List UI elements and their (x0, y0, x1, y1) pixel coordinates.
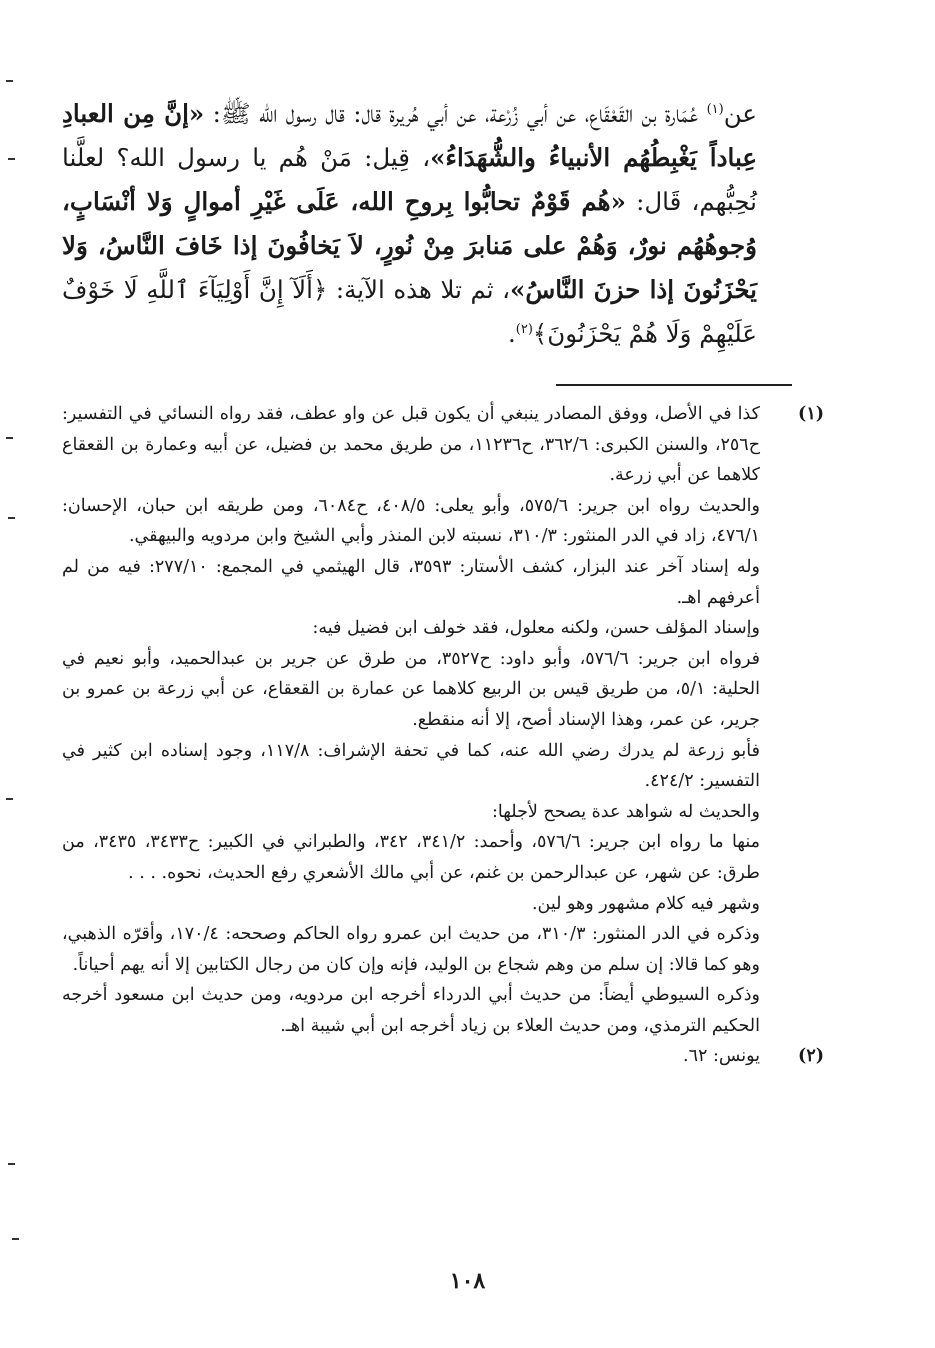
page-number: ١٠٨ (449, 1268, 486, 1294)
text-run: فأبو زرعة لم يدرك رضي الله عنه، كما في تحفة الإشراف: ١١٧/٨، وجود إسناده ابن كثير في التفسير: ٤٢٤/٢. (62, 740, 761, 792)
footnotes (62, 399, 824, 1072)
text-run: عُمَارة بن القَعْقَاع، عن أبي زُرْعة، عن أبي هُريرة قال: قال رسول الله ﷺ: (204, 99, 707, 128)
footnote-paragraph (62, 827, 760, 888)
text-run: . (507, 319, 516, 348)
text-run: وله إسناد آخر عند البزار، كشف الأستار: ٣٥٩٣، قال الهيثمي في المجمع: ٢٧٧/١٠: فيه من لم أعرفهم اهـ. (62, 556, 760, 608)
text-run: عن (723, 99, 757, 128)
margin-mark (8, 1163, 15, 1165)
text-run: والحديث رواه ابن جرير: ٥٧٥/٦، وأبو يعلى: ٤٠٨/٥، ح٦٠٨٤، ومن طريقه ابن حبان، الإحسان: ٤٧٦/١، زاد في الدر المنثور: ٣١٠/٣، نسبته لابن المنذر وأبي الشيخ وابن مردويه والبيهقي. (62, 495, 760, 547)
footnote-paragraph (62, 919, 760, 980)
main-paragraph (62, 92, 757, 356)
text-run: والحديث له شواهد عدة يصحح لأجلها: (491, 801, 760, 822)
footnote-paragraph (62, 399, 760, 491)
footnote-paragraph (62, 1041, 760, 1072)
footnote-separator (556, 384, 792, 386)
hadith-text: «إنَّ مِن العبادِ عِباداً يَغْبِطُهُم الأنبياءُ والشُّهَدَاءُ» (62, 99, 757, 172)
footnote-number: (١) (798, 404, 824, 424)
footnote-paragraph (62, 797, 760, 828)
footnote-paragraph (62, 644, 760, 736)
text-run: منها ما رواه ابن جرير: ٥٧٦/٦، وأحمد: ٣٤١/٢، ٣٤٢، والطبراني في الكبير: ح٣٤٣٣، ٣٤٣٥، من طرق: عن شهر، عن عبدالرحمن بن غنم، عن أبي مالك الأشعري رفع الحديث، نحوه. . . . (62, 832, 761, 883)
text-run: ، ثم تلا هذه الآية: ﴿أَلَآ إِنَّ أَوْلِيَآءَ ٱللَّهِ لَا خَوْفٌ عَلَيْهِمْ وَلَا هُمْ يَحْزَنُونَ﴾ (62, 275, 757, 348)
text-run: يونس: ٦٢. (683, 1046, 760, 1067)
margin-mark (6, 80, 13, 82)
footnote-ref: (١) (706, 101, 724, 117)
footnote-paragraph (62, 980, 760, 1041)
text-run: وإسناد المؤلف حسن، ولكنه معلول، فقد خولف ابن فضيل فيه: (312, 618, 760, 639)
text-run: وذكره في الدر المنثور: ٣١٠/٣، من حديث ابن عمرو رواه الحاكم وصححه: ١٧٠/٤، وأقرّه الذهبي، وهو كما قالا: إن سلم من وهم شجاع بن الوليد، فإنه وإن كان من رجال الكتابين إلا أنه يهم أحياناً. (62, 924, 760, 975)
footnote-paragraph (62, 889, 760, 920)
text-run: ، قِيل: مَنْ هُم يا رسول الله؟ لعلَّنا نُحِبُّهم، قَال: (62, 143, 758, 216)
margin-mark (6, 437, 13, 439)
text-run: وشهر فيه كلام مشهور وهو لين. (531, 893, 760, 914)
footnote-paragraph (62, 736, 760, 797)
hadith-text: «هُم قَوْمٌ تحابُّوا بِروحِ الله، عَلَى غَيْرِ أموالٍ وَلا أنْسَابٍ، وُجوهُهُم نورٌ، وَهُمْ على مَنابرَ مِنْ نُورٍ، لاَ يَخافُونَ إذا خَافَ النَّاسُ، وَلا يَحْزَنُونَ إذا حزنَ النَّاسُ» (62, 187, 757, 304)
text-run: فرواه ابن جرير: ٥٧٦/٦، وأبو داود: ح٣٥٢٧، من طرق عن جرير بن عبدالحميد، وأبو نعيم في الحلية: ٥/١، من طريق قيس بن الربيع كلاهما عن عمارة بن القعقاع، عن أبي زرعة بن عمرو بن جرير، عن عمر، وهذا الإسناد أصح، إلا أنه منقطع. (62, 648, 761, 730)
text-run: وذكره السيوطي أيضاً: من حديث أبي الدرداء أخرجه ابن مردويه، ومن حديث ابن مسعود أخرجه الحكيم الترمذي، ومن حديث العلاء بن زياد أخرجه ابن أبي شيبة اهـ. (62, 985, 760, 1036)
footnote (62, 1041, 824, 1072)
footnote-ref: (٢) (515, 321, 533, 337)
margin-mark (8, 158, 15, 160)
main-text (62, 92, 757, 356)
footnote-paragraph (62, 552, 760, 613)
margin-mark (12, 1238, 19, 1240)
footnote-paragraph (62, 613, 760, 644)
text-run: كذا في الأصل، ووفق المصادر ينبغي أن يكون قبل عن واو عطف، فقد رواه النسائي في التفسير: ح٢٥٦، والسنن الكبرى: ٣٦٢/٦، ح١١٢٣٦، من طريق محمد بن فضيل، عن أبيه وعمارة بن القعقاع كلاهما عن أبي زرعة. (62, 404, 760, 486)
footnote-paragraph (62, 491, 760, 552)
margin-mark (6, 798, 13, 800)
footnote (62, 399, 824, 1041)
margin-mark (8, 517, 15, 519)
footnote-number: (٢) (798, 1046, 824, 1067)
